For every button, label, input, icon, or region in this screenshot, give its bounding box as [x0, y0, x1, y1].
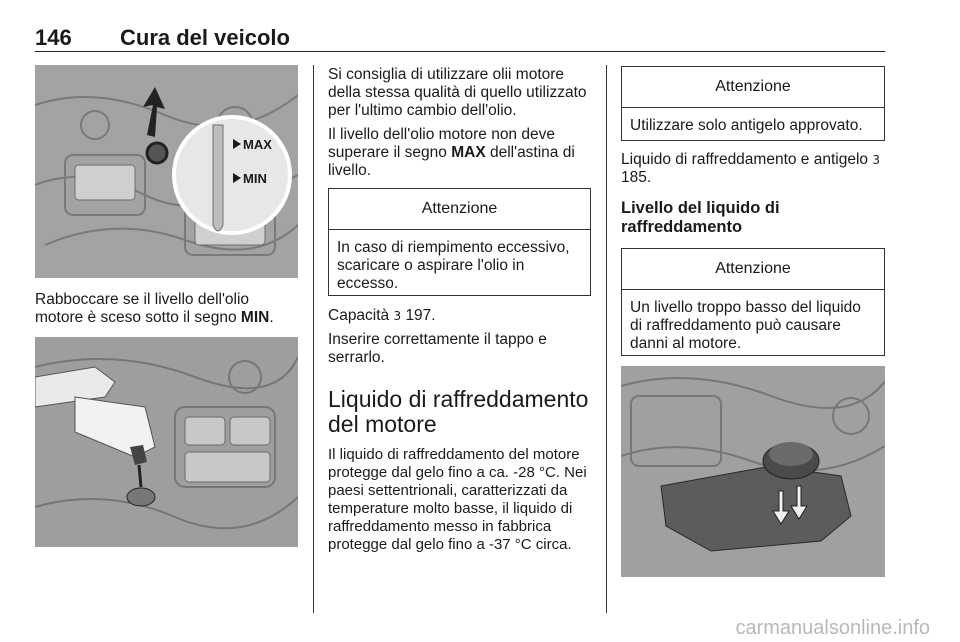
caution-title: Attenzione: [622, 249, 884, 290]
min-label: MIN: [243, 171, 267, 186]
column-divider-right: [606, 65, 607, 613]
caution-title: Attenzione: [329, 189, 590, 230]
caution-title: Attenzione: [622, 67, 884, 108]
page-reference-icon: 3: [393, 309, 402, 323]
coolant-reservoir-illustration: [621, 366, 885, 577]
caption-min: Rabboccare se il livello dell'olio motore è sceso sotto il segno MIN.: [35, 291, 274, 326]
subheading-coolant-level: Livello del liquido di raffreddamento: [621, 199, 780, 236]
insert-cap-paragraph: Inserire correttamente il tappo e serrarlo.: [328, 331, 547, 366]
watermark: carmanualsonline.info: [735, 617, 930, 639]
page-title: Cura del veicolo: [120, 25, 290, 50]
coolant-reference: Liquido di raffreddamento e antigelo 3 185.: [621, 151, 880, 186]
page-number: 146: [35, 25, 72, 50]
caution-body: In caso di riempimento eccessivo, scaricare o aspirare l'olio in eccesso.: [337, 239, 570, 292]
capacity-reference: Capacità 3 197.: [328, 307, 436, 324]
column-divider-left: [313, 65, 314, 613]
caution-box-antifreeze: [621, 66, 885, 141]
max-label: MAX: [243, 137, 272, 152]
caution-box-overfill: [328, 188, 591, 296]
page-header: [35, 25, 885, 52]
caution-body: Utilizzare solo antigelo approvato.: [630, 117, 863, 134]
oil-level-paragraph: Il livello dell'olio motore non deve superare il segno MAX dell'astina di livello.: [328, 126, 575, 179]
page-reference-icon: 3: [872, 153, 880, 167]
dipstick-illustration: [35, 65, 298, 278]
caution-box-low-coolant: [621, 248, 885, 356]
section-heading-coolant: Liquido di raffreddamento del motore: [328, 386, 589, 437]
coolant-paragraph: Il liquido di raffreddamento del motore protegge dal gelo fino a ca. -28 °C. Nei paesi settentrionali, caratterizzati da temperature molto basse, il liquido di raffreddamento messo in fabbrica protegge dal gelo fino a -37 °C circa.: [328, 446, 587, 553]
caution-body: Un livello troppo basso del liquido di raffreddamento può causare danni al motore.: [630, 299, 861, 352]
oil-filling-illustration: [35, 337, 298, 547]
oil-quality-paragraph: Si consiglia di utilizzare olii motore della stessa qualità di quello utilizzato per l'ultimo cambio dell'olio.: [328, 66, 587, 119]
